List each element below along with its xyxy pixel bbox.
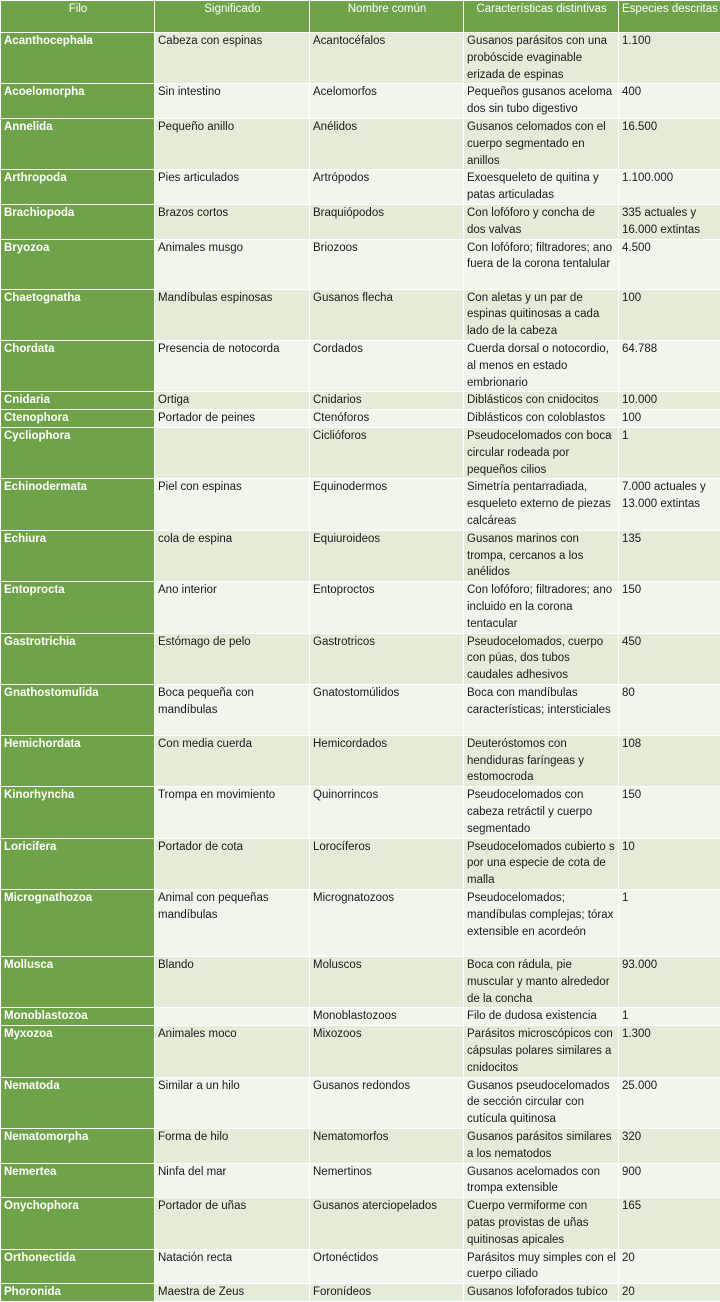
cell-caracteristicas: Parásitos microscópicos con cápsulas polares similares a cnidocitos: [464, 1026, 619, 1077]
cell-filo: Acanthocephala: [1, 33, 155, 84]
cell-filo: Entoprocta: [1, 582, 155, 633]
cell-filo: Orthonectida: [1, 1249, 155, 1284]
cell-especies: 100: [619, 289, 720, 340]
cell-filo: Gnathostomulida: [1, 684, 155, 735]
cell-nombre-comun: Anélidos: [310, 118, 464, 169]
table-row: [1, 340, 720, 391]
cell-significado: Forma de hilo: [155, 1129, 310, 1164]
cell-significado: Presencia de notocorda: [155, 340, 310, 391]
table-row: [1, 735, 720, 786]
cell-filo: Ctenophora: [1, 410, 155, 428]
cell-caracteristicas: Pseudocelomados cubierto s por una especie de cota de malla: [464, 838, 619, 889]
cell-especies: 80: [619, 684, 720, 735]
cell-significado: Cabeza con espinas: [155, 33, 310, 84]
cell-caracteristicas: Boca con mandíbulas características; intersticiales: [464, 684, 619, 735]
cell-caracteristicas: Con lofóforo; filtradores; ano incluido en la corona tentacular: [464, 582, 619, 633]
table-row: [1, 479, 720, 530]
cell-especies: 108: [619, 735, 720, 786]
cell-nombre-comun: Foronídeos: [310, 1284, 464, 1302]
table-body: [1, 33, 720, 1302]
cell-filo: Bryozoa: [1, 239, 155, 289]
cell-nombre-comun: Hemicordados: [310, 735, 464, 786]
cell-especies: 16.500: [619, 118, 720, 169]
cell-nombre-comun: Gusanos aterciopelados: [310, 1198, 464, 1249]
cell-caracteristicas: Cuerpo vermiforme con patas provistas de uñas quitinosas apicales: [464, 1198, 619, 1249]
cell-significado: Ortiga: [155, 392, 310, 410]
table-row: [1, 890, 720, 957]
header-especies: Especies descritas: [619, 1, 720, 33]
cell-caracteristicas: Pequeños gusanos aceloma dos sin tubo digestivo: [464, 84, 619, 119]
cell-caracteristicas: Con lofóforo y concha de dos valvas: [464, 204, 619, 239]
table-row: [1, 582, 720, 633]
cell-especies: 135: [619, 530, 720, 581]
cell-caracteristicas: Pseudocelomados con cabeza retráctil y cuerpo segmentado: [464, 787, 619, 838]
table-row: [1, 1163, 720, 1198]
cell-significado: Brazos cortos: [155, 204, 310, 239]
cell-filo: Monoblastozoa: [1, 1008, 155, 1026]
table-row: [1, 1284, 720, 1302]
table-row: [1, 204, 720, 239]
cell-caracteristicas: Diblásticos con cnidocitos: [464, 392, 619, 410]
cell-caracteristicas: Exoesqueleto de quitina y patas articuladas: [464, 170, 619, 205]
cell-nombre-comun: Nemertinos: [310, 1163, 464, 1198]
cell-especies: 450: [619, 633, 720, 684]
cell-significado: [155, 427, 310, 478]
cell-significado: Portador de uñas: [155, 1198, 310, 1249]
cell-significado: Ninfa del mar: [155, 1163, 310, 1198]
cell-significado: Pies articulados: [155, 170, 310, 205]
cell-especies: 1: [619, 1008, 720, 1026]
cell-especies: 900: [619, 1163, 720, 1198]
cell-filo: Brachiopoda: [1, 204, 155, 239]
cell-filo: Echinodermata: [1, 479, 155, 530]
cell-filo: Mollusca: [1, 957, 155, 1008]
cell-filo: Cnidaria: [1, 392, 155, 410]
cell-filo: Myxozoa: [1, 1026, 155, 1077]
cell-caracteristicas: Parásitos muy simples con el cuerpo ciliado: [464, 1249, 619, 1284]
cell-especies: 1.300: [619, 1026, 720, 1077]
cell-filo: Annelida: [1, 118, 155, 169]
table-row: [1, 170, 720, 205]
table-row: [1, 1249, 720, 1284]
cell-especies: 1: [619, 427, 720, 478]
cell-filo: Gastrotrichia: [1, 633, 155, 684]
cell-filo: Nematoda: [1, 1077, 155, 1128]
cell-filo: Echiura: [1, 530, 155, 581]
table-row: [1, 633, 720, 684]
table-row: [1, 838, 720, 889]
cell-significado: Portador de peines: [155, 410, 310, 428]
cell-caracteristicas: Pseudocelomados con boca circular rodeada por pequeños cilios: [464, 427, 619, 478]
table-row: [1, 84, 720, 119]
cell-especies: 64.788: [619, 340, 720, 391]
cell-caracteristicas: Gusanos pseudocelomados de sección circular con cutícula quitinosa: [464, 1077, 619, 1128]
cell-significado: Mandíbulas espinosas: [155, 289, 310, 340]
cell-significado: Similar a un hilo: [155, 1077, 310, 1128]
cell-filo: Cycliophora: [1, 427, 155, 478]
cell-significado: Natación recta: [155, 1249, 310, 1284]
cell-especies: 10.000: [619, 392, 720, 410]
table-row: [1, 427, 720, 478]
table-row: [1, 118, 720, 169]
cell-significado: Maestra de Zeus: [155, 1284, 310, 1302]
cell-nombre-comun: Micrognatozoos: [310, 890, 464, 957]
cell-especies: 165: [619, 1198, 720, 1249]
cell-significado: Ano interior: [155, 582, 310, 633]
cell-nombre-comun: Gusanos redondos: [310, 1077, 464, 1128]
cell-nombre-comun: Acelomorfos: [310, 84, 464, 119]
header-row: [1, 1, 720, 33]
cell-caracteristicas: Gusanos parásitos similares a los nematodos: [464, 1129, 619, 1164]
cell-significado: Estómago de pelo: [155, 633, 310, 684]
table-row: [1, 289, 720, 340]
cell-significado: Portador de cota: [155, 838, 310, 889]
cell-filo: Onychophora: [1, 1198, 155, 1249]
cell-especies: 20: [619, 1249, 720, 1284]
cell-filo: Chordata: [1, 340, 155, 391]
cell-nombre-comun: Ctenóforos: [310, 410, 464, 428]
cell-significado: cola de espina: [155, 530, 310, 581]
cell-nombre-comun: Cordados: [310, 340, 464, 391]
cell-caracteristicas: Cuerda dorsal o notocordio, al menos en estado embrionario: [464, 340, 619, 391]
cell-especies: 320: [619, 1129, 720, 1164]
table-row: [1, 684, 720, 735]
cell-significado: Piel con espinas: [155, 479, 310, 530]
cell-especies: 93.000: [619, 957, 720, 1008]
cell-significado: Con media cuerda: [155, 735, 310, 786]
cell-caracteristicas: Con lofóforo; filtradores; ano fuera de la corona tentalular: [464, 239, 619, 289]
cell-filo: Arthropoda: [1, 170, 155, 205]
cell-especies: 400: [619, 84, 720, 119]
cell-especies: 335 actuales y 16.000 extintas: [619, 204, 720, 239]
cell-nombre-comun: Ciclióforos: [310, 427, 464, 478]
table-row: [1, 1026, 720, 1077]
cell-caracteristicas: Gusanos lofoforados tubíco: [464, 1284, 619, 1302]
cell-especies: 1.100.000: [619, 170, 720, 205]
cell-nombre-comun: Briozoos: [310, 239, 464, 289]
cell-nombre-comun: Cnidarios: [310, 392, 464, 410]
cell-significado: Animales moco: [155, 1026, 310, 1077]
cell-especies: 100: [619, 410, 720, 428]
cell-caracteristicas: Boca con rádula, pie muscular y manto alrededor de la concha: [464, 957, 619, 1008]
cell-especies: 150: [619, 787, 720, 838]
header-filo: Filo: [1, 1, 155, 33]
table-row: [1, 1129, 720, 1164]
cell-significado: Animales musgo: [155, 239, 310, 289]
table-row: [1, 1077, 720, 1128]
cell-caracteristicas: Gusanos celomados con el cuerpo segmentado en anillos: [464, 118, 619, 169]
cell-caracteristicas: Pseudocelomados; mandíbulas complejas; tórax extensible en acordeón: [464, 890, 619, 957]
cell-caracteristicas: Con aletas y un par de espinas quitinosas a cada lado de la cabeza: [464, 289, 619, 340]
cell-significado: Trompa en movimiento: [155, 787, 310, 838]
cell-significado: [155, 1008, 310, 1026]
cell-significado: Sin intestino: [155, 84, 310, 119]
cell-nombre-comun: Entoproctos: [310, 582, 464, 633]
cell-especies: 20: [619, 1284, 720, 1302]
cell-nombre-comun: Artrópodos: [310, 170, 464, 205]
table-row: [1, 392, 720, 410]
cell-nombre-comun: Moluscos: [310, 957, 464, 1008]
cell-nombre-comun: Gusanos flecha: [310, 289, 464, 340]
cell-nombre-comun: Nematomorfos: [310, 1129, 464, 1164]
cell-nombre-comun: Equiuroideos: [310, 530, 464, 581]
cell-nombre-comun: Braquiópodos: [310, 204, 464, 239]
cell-significado: Boca pequeña con mandíbulas: [155, 684, 310, 735]
cell-filo: Chaetognatha: [1, 289, 155, 340]
table-row: [1, 957, 720, 1008]
table-row: [1, 1008, 720, 1026]
cell-significado: Animal con pequeñas mandíbulas: [155, 890, 310, 957]
cell-nombre-comun: Gnatostomúlidos: [310, 684, 464, 735]
cell-caracteristicas: Deuteróstomos con hendiduras faríngeas y estomocroda: [464, 735, 619, 786]
cell-filo: Loricifera: [1, 838, 155, 889]
cell-especies: 4.500: [619, 239, 720, 289]
cell-caracteristicas: Pseudocelomados, cuerpo con púas, dos tubos caudales adhesivos: [464, 633, 619, 684]
table-row: [1, 33, 720, 84]
cell-filo: Nematomorpha: [1, 1129, 155, 1164]
header-nombre-comun: Nombre común: [310, 1, 464, 33]
cell-nombre-comun: Quinorrincos: [310, 787, 464, 838]
cell-nombre-comun: Acantocéfalos: [310, 33, 464, 84]
table-row: [1, 1198, 720, 1249]
cell-caracteristicas: Gusanos acelomados con trompa extensible: [464, 1163, 619, 1198]
cell-filo: Micrognathozoa: [1, 890, 155, 957]
cell-especies: 1.100: [619, 33, 720, 84]
cell-especies: 7.000 actuales y 13.000 extintas: [619, 479, 720, 530]
table-row: [1, 787, 720, 838]
cell-nombre-comun: Gastrotricos: [310, 633, 464, 684]
table-row: [1, 410, 720, 428]
cell-filo: Kinorhyncha: [1, 787, 155, 838]
cell-nombre-comun: Lorocíferos: [310, 838, 464, 889]
header-significado: Significado: [155, 1, 310, 33]
cell-filo: Phoronida: [1, 1284, 155, 1302]
cell-nombre-comun: Monoblastozoos: [310, 1008, 464, 1026]
cell-nombre-comun: Ortonéctidos: [310, 1249, 464, 1284]
cell-significado: Pequeño anillo: [155, 118, 310, 169]
cell-caracteristicas: Simetría pentarradiada, esqueleto externo de piezas calcáreas: [464, 479, 619, 530]
cell-caracteristicas: Gusanos parásitos con una probóscide evaginable erizada de espinas: [464, 33, 619, 84]
cell-filo: Nemertea: [1, 1163, 155, 1198]
cell-filo: Acoelomorpha: [1, 84, 155, 119]
cell-especies: 25.000: [619, 1077, 720, 1128]
cell-caracteristicas: Diblásticos con coloblastos: [464, 410, 619, 428]
table-row: [1, 530, 720, 581]
cell-filo: Hemichordata: [1, 735, 155, 786]
table-row: [1, 239, 720, 289]
cell-nombre-comun: Equinodermos: [310, 479, 464, 530]
cell-nombre-comun: Mixozoos: [310, 1026, 464, 1077]
cell-caracteristicas: Gusanos marinos con trompa, cercanos a los anélidos: [464, 530, 619, 581]
cell-caracteristicas: Filo de dudosa existencia: [464, 1008, 619, 1026]
cell-especies: 1: [619, 890, 720, 957]
cell-especies: 150: [619, 582, 720, 633]
header-caracteristicas: Características distintivas: [464, 1, 619, 33]
cell-especies: 10: [619, 838, 720, 889]
cell-significado: Blando: [155, 957, 310, 1008]
